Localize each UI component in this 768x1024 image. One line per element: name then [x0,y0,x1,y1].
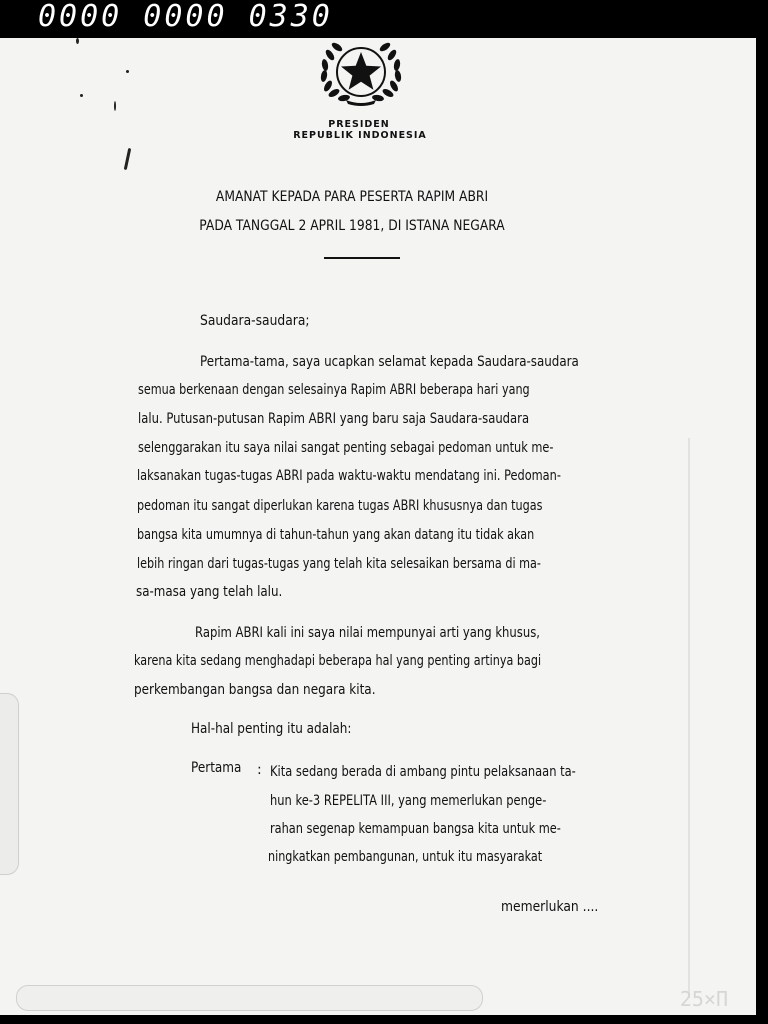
list-item-label: Pertama [191,760,242,776]
paragraph1-line: sa-masa yang telah lalu. [136,584,283,600]
paragraph1-line: semua berkenaan dengan selesainya Rapim ABRI beberapa hari yang [138,382,530,398]
list-item-line: hun ke-3 REPELITA III, yang memerlukan penge- [270,793,547,809]
speck [124,148,132,170]
salutation: Saudara-saudara; [200,313,310,329]
paragraph1-line: lebih ringan dari tugas-tugas yang telah kita selesaikan bersama di ma- [137,556,541,572]
list-item-colon: : [257,762,262,778]
title-underline [324,257,400,259]
document-page [0,38,756,1015]
document-title-line1: AMANAT KEPADA PARA PESERTA RAPIM ABRI [215,189,489,205]
document-title-line2: PADA TANGGAL 2 APRIL 1981, DI ISTANA NEGARA [199,218,505,234]
paragraph2-line: perkembangan bangsa dan negara kita. [134,682,376,698]
office-title-line2: REPUBLIK INDONESIA [293,130,427,141]
paragraph1-line: laksanakan tugas-tugas ABRI pada waktu-waktu mendatang ini. Pedoman- [137,468,561,484]
paragraph1-line: selenggarakan itu saya nilai sangat penting sebagai pedoman untuk me- [138,440,554,456]
paragraph2-line: karena kita sedang menghadapi beberapa hal yang penting artinya bagi [134,653,542,669]
speck [76,38,79,44]
film-edge-left [0,693,19,875]
speck [114,101,116,111]
paragraph1-line: Pertama-tama, saya ucapkan selamat kepada Saudara-saudara [200,354,579,370]
paragraph1-line: bangsa kita umumnya di tahun-tahun yang akan datang itu tidak akan [137,527,535,543]
list-item-line: ningkatkan pembangunan, untuk itu masyarakat [268,849,543,865]
speck [126,70,129,73]
paragraph1-line: pedoman itu sangat diperlukan karena tugas ABRI khususnya dan tugas [137,498,543,514]
list-item-line: Kita sedang berada di ambang pintu pelaksanaan ta- [270,764,576,780]
film-edge-right [688,438,690,998]
film-bottom-mark: 25×Π [679,987,728,1011]
microfilm-frame-counter: 0000 0000 0330 [38,0,333,34]
paragraph2-line: Rapim ABRI kali ini saya nilai mempunyai arti yang khusus, [195,625,540,641]
film-edge-bottom [16,985,483,1011]
paragraph1-line: lalu. Putusan-putusan Rapim ABRI yang baru saja Saudara-saudara [138,411,530,427]
paragraph3: Hal-hal penting itu adalah: [191,721,352,737]
garuda-star-wreath-icon [316,38,406,106]
office-title-line1: PRESIDEN [328,119,390,130]
page-catchword: memerlukan .... [501,899,599,915]
speck [80,94,83,97]
list-item-line: rahan segenap kemampuan bangsa kita untuk me- [270,821,561,837]
